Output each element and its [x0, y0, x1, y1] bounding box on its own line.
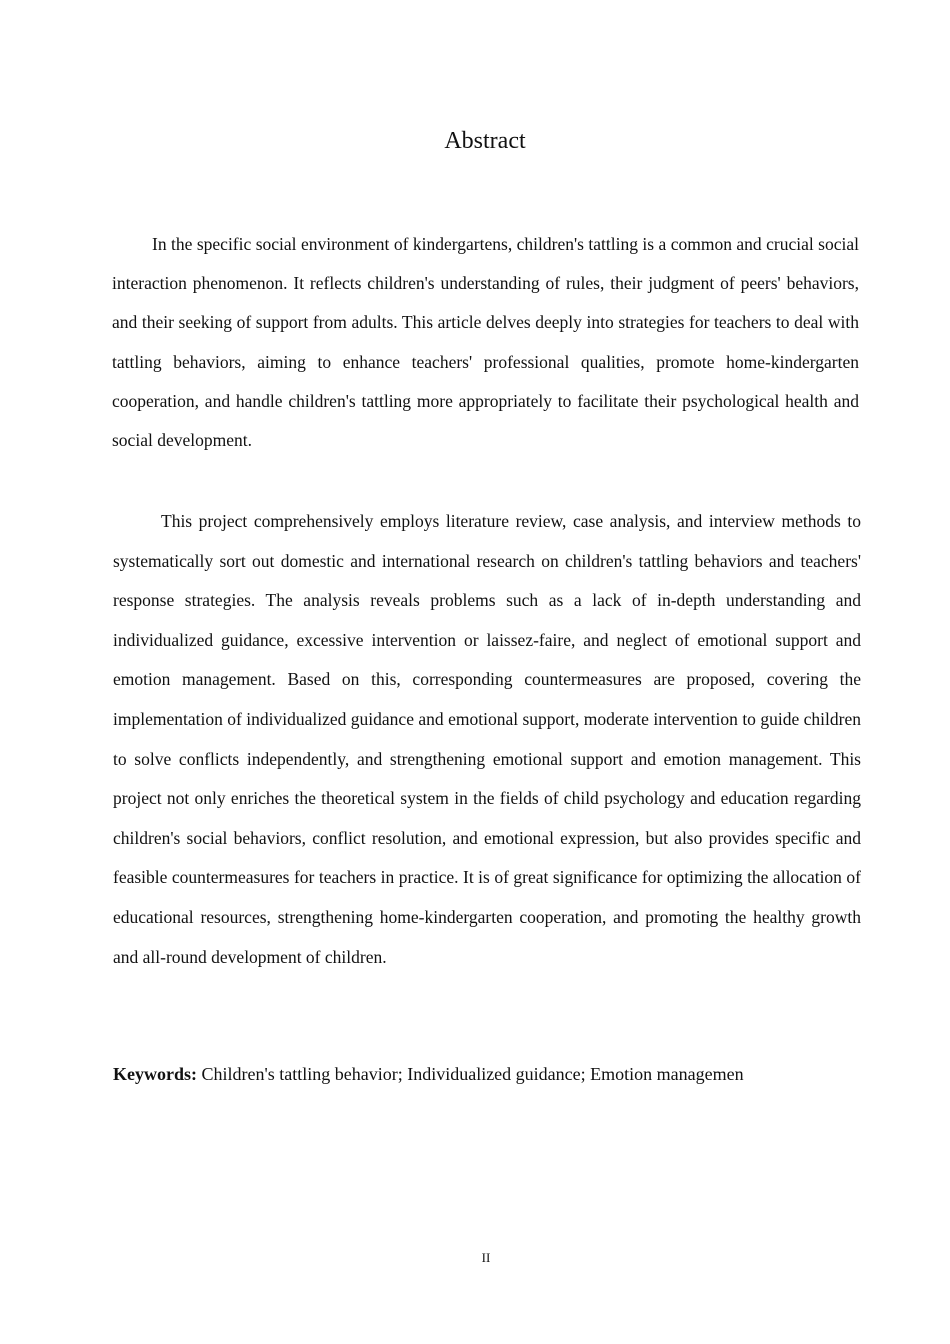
- keywords-label: Keywords:: [113, 1064, 197, 1084]
- abstract-title: Abstract: [444, 128, 526, 154]
- keywords-line: [113, 1059, 744, 1089]
- page-number: II: [481, 1250, 491, 1265]
- abstract-paragraph-1: In the specific social environment of kindergartens, children's tattling is a common and crucial social interaction phenomenon. It reflects children's understanding of rules, their judgment of peers' behaviors, and their seeking of support from adults. This article delves deeply into strategies for teachers to deal with tattling behaviors, aiming to enhance teachers' professional qualities, promote home-kindergarten cooperation, and handle children's tattling more appropriately to facilitate their psychological health and social development.: [112, 234, 859, 451]
- keywords-text: Children's tattling behavior; Individualized guidance; Emotion managemen: [201, 1064, 744, 1084]
- abstract-paragraph-2: This project comprehensively employs literature review, case analysis, and interview methods to systematically sort out domestic and international research on children's tattling behaviors and teachers' response strategies. The analysis reveals problems such as a lack of in-depth understanding and individualized guidance, excessive intervention or laissez-faire, and neglect of emotional support and emotion management. Based on this, corresponding countermeasures are proposed, covering the implementation of individualized guidance and emotional support, moderate intervention to guide children to solve conflicts independently, and strengthening emotional support and emotion management. This project not only enriches the theoretical system in the fields of child psychology and education regarding children's social behaviors, conflict resolution, and emotional expression, but also provides specific and feasible countermeasures for teachers in practice. It is of great significance for optimizing the allocation of educational resources, strengthening home-kindergarten cooperation, and promoting the healthy growth and all-round development of children.: [113, 511, 861, 967]
